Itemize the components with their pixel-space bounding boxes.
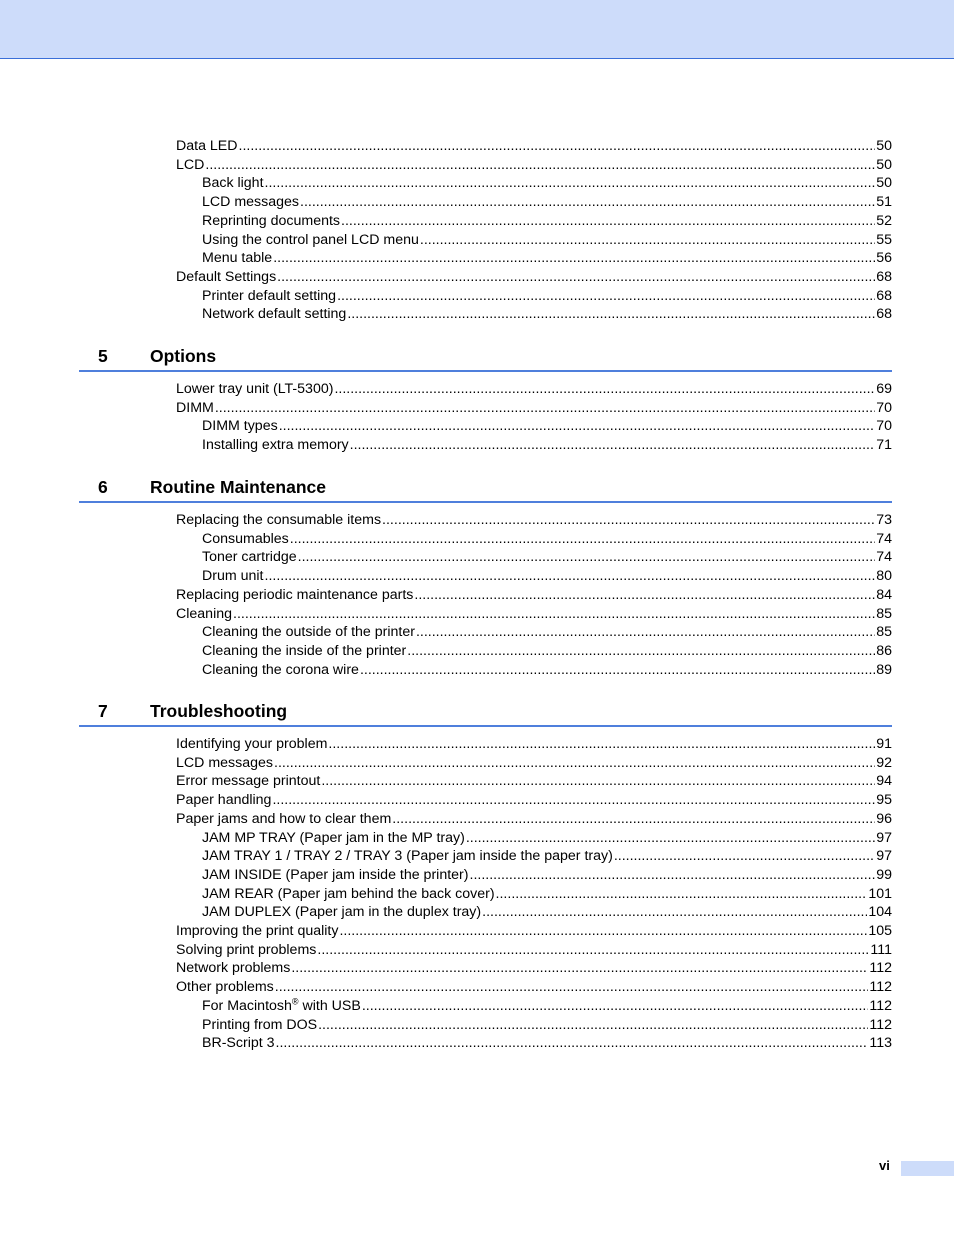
toc-entry-title-text: Network problems xyxy=(176,960,291,977)
toc-entry-title-text: JAM REAR (Paper jam behind the back cover) xyxy=(202,885,495,902)
toc-entry-title xyxy=(176,268,276,287)
toc-entry[interactable] xyxy=(202,661,892,680)
dot-leader xyxy=(334,380,875,399)
toc-entry-title-text: Solving print problems xyxy=(176,941,317,958)
toc-entry-title-text: Using the control panel LCD menu xyxy=(202,231,419,248)
chapter-heading[interactable] xyxy=(79,475,892,503)
toc-entry-page: 112 xyxy=(869,979,892,996)
dot-leader xyxy=(239,137,876,156)
toc-entry-title xyxy=(176,978,274,997)
toc-entry[interactable] xyxy=(202,417,892,436)
toc-entry-title xyxy=(176,810,391,829)
toc-entry-title xyxy=(202,903,481,922)
toc-entry-page: 74 xyxy=(876,549,892,566)
toc-entry-page: 68 xyxy=(876,268,892,285)
toc-entry-page: 71 xyxy=(876,437,892,454)
dot-leader xyxy=(265,174,876,193)
toc-entry[interactable] xyxy=(202,847,892,866)
toc-entry[interactable] xyxy=(176,735,892,754)
toc-entry-page: 101 xyxy=(868,885,892,902)
toc-entry-page: 68 xyxy=(876,287,892,304)
toc-entry-page: 84 xyxy=(876,586,892,603)
dot-leader xyxy=(420,231,875,250)
toc-entry[interactable] xyxy=(202,885,892,904)
registered-mark: ® xyxy=(291,996,299,1007)
toc-entry[interactable] xyxy=(176,754,892,773)
dot-leader xyxy=(318,1016,868,1035)
toc-entry-title-text: DIMM xyxy=(176,399,214,416)
dot-leader xyxy=(350,436,876,455)
toc-entry-title xyxy=(202,1016,317,1035)
toc-entry-page: 104 xyxy=(868,904,892,921)
chapter-title: Options xyxy=(150,346,217,366)
chapter-number: 5 xyxy=(98,346,108,366)
toc-entry[interactable] xyxy=(202,866,892,885)
toc-entry[interactable] xyxy=(176,605,892,624)
toc-entry[interactable] xyxy=(202,212,892,231)
toc-entry-title xyxy=(202,249,272,268)
toc-entry-title-text: Menu table xyxy=(202,250,273,267)
toc-entry[interactable] xyxy=(176,791,892,810)
toc-entry[interactable] xyxy=(176,511,892,530)
toc-entry-page: 95 xyxy=(876,792,892,809)
toc-entry-title-text: Drum unit xyxy=(202,568,264,585)
toc-entry-page: 89 xyxy=(876,661,892,678)
toc-entry-page: 112 xyxy=(869,997,892,1014)
toc-entry[interactable] xyxy=(202,305,892,324)
toc-entry[interactable] xyxy=(202,567,892,586)
toc-entry-title-text: Reprinting documents xyxy=(202,212,341,229)
toc-entry-title xyxy=(202,417,278,436)
toc-entry-title-text: Improving the print quality xyxy=(176,923,339,939)
header-band xyxy=(0,0,954,59)
toc-entry-title xyxy=(202,287,336,306)
dot-leader xyxy=(298,548,876,567)
toc-entry-page: 99 xyxy=(876,866,892,883)
dot-leader xyxy=(290,530,875,549)
toc-entry-title xyxy=(202,866,469,885)
toc-entry[interactable] xyxy=(202,193,892,212)
toc-entry-title xyxy=(202,847,613,866)
toc-entry-page: 85 xyxy=(876,605,892,622)
toc-entry-title xyxy=(202,305,346,324)
toc-entry-title-text: Network default setting xyxy=(202,306,347,323)
dot-leader xyxy=(273,249,875,268)
toc-entry-page: 85 xyxy=(876,624,892,641)
toc-entry[interactable] xyxy=(202,829,892,848)
dot-leader xyxy=(347,305,875,324)
toc-entry-title xyxy=(202,193,299,212)
toc-entry-title xyxy=(202,642,406,661)
toc-entry-title-text: Installing extra memory xyxy=(202,437,349,454)
toc-entry-page: 111 xyxy=(870,941,892,958)
toc-entry[interactable] xyxy=(176,586,892,605)
toc-entry[interactable] xyxy=(176,810,892,829)
dot-leader xyxy=(274,754,875,773)
toc-entry[interactable] xyxy=(202,287,892,306)
toc-entry-title xyxy=(176,959,290,978)
toc-entry[interactable] xyxy=(176,959,892,978)
toc-entry-title-text: Replacing periodic maintenance parts xyxy=(176,586,414,603)
toc-entry[interactable] xyxy=(202,436,892,455)
toc-entry-title xyxy=(202,997,361,1016)
toc-entry[interactable] xyxy=(176,772,892,791)
toc-entry-title-suffix: with USB xyxy=(298,997,361,1014)
toc-entry-title-text: LCD xyxy=(176,156,205,173)
toc-entry-title-text: DIMM types xyxy=(202,418,278,435)
dot-leader xyxy=(360,661,875,680)
dot-leader xyxy=(339,922,867,941)
toc-entry[interactable] xyxy=(176,941,892,960)
toc-entry-title-text: Default Settings xyxy=(176,268,277,285)
toc-entry-title-text: Toner cartridge xyxy=(202,549,297,566)
toc-entry-title xyxy=(202,567,264,586)
dot-leader xyxy=(300,193,875,212)
toc-entry-title-text: Consumables xyxy=(202,530,289,547)
toc-entry-title-text: Paper handling xyxy=(176,792,272,809)
toc-entry[interactable] xyxy=(202,249,892,268)
toc-entry-title xyxy=(176,754,273,773)
toc-entry-title-text: Replacing the consumable items xyxy=(176,512,382,528)
toc-entry-page: 94 xyxy=(876,773,892,790)
toc-entry-page: 112 xyxy=(869,960,892,977)
toc-entry-title xyxy=(202,231,419,250)
toc-entry-title-text: Printer default setting xyxy=(202,287,337,304)
toc-entry[interactable] xyxy=(176,137,892,156)
dot-leader xyxy=(321,772,875,791)
toc-entry-page: 73 xyxy=(876,512,892,528)
toc-entry-title-text: Printing from DOS xyxy=(202,1016,318,1033)
toc-entry[interactable] xyxy=(202,1016,892,1035)
dot-leader xyxy=(272,791,875,810)
chapter-heading[interactable] xyxy=(79,344,892,372)
toc-entry-title-text: Back light xyxy=(202,175,264,192)
toc-entry[interactable] xyxy=(202,997,892,1016)
toc-entry-title xyxy=(202,829,465,848)
chapter-number: 6 xyxy=(98,477,108,497)
dot-leader xyxy=(291,959,868,978)
toc-entry-title-text: JAM DUPLEX (Paper jam in the duplex tray) xyxy=(202,904,482,921)
dot-leader xyxy=(416,623,875,642)
toc-entry-title xyxy=(202,661,359,680)
dot-leader xyxy=(317,941,869,960)
chapter-title: Troubleshooting xyxy=(150,701,288,721)
dot-leader xyxy=(215,399,875,418)
toc-entry[interactable] xyxy=(202,623,892,642)
toc-entry[interactable] xyxy=(176,922,892,941)
toc-entry-title-text: Lower tray unit (LT-5300) xyxy=(176,381,334,397)
toc-entry-page: 50 xyxy=(876,138,892,154)
toc-entry-title xyxy=(202,436,349,455)
toc-entry[interactable] xyxy=(202,903,892,922)
toc-entry-title-text: Data LED xyxy=(176,138,238,154)
toc-entry[interactable] xyxy=(176,380,892,399)
toc-entry-title xyxy=(176,380,333,399)
toc-entry-title-text: For Macintosh xyxy=(202,997,292,1014)
dot-leader xyxy=(614,847,875,866)
toc-entry[interactable] xyxy=(202,1034,892,1053)
toc-entry-page: 74 xyxy=(876,530,892,547)
dot-leader xyxy=(496,885,868,904)
toc-entry-title-text: LCD messages xyxy=(202,194,299,211)
toc-entry[interactable] xyxy=(202,548,892,567)
toc-entry-page: 51 xyxy=(876,194,892,211)
dot-leader xyxy=(482,903,867,922)
toc-entry-page: 96 xyxy=(876,810,892,827)
dot-leader xyxy=(205,156,875,175)
toc-entry-title xyxy=(176,922,338,941)
toc-entry-title-text: Identifying your problem xyxy=(176,736,328,752)
toc-entry[interactable] xyxy=(176,156,892,175)
toc-entry-title xyxy=(202,885,495,904)
chapter-number: 7 xyxy=(98,701,108,721)
toc-entry-title xyxy=(176,735,327,754)
dot-leader xyxy=(328,735,875,754)
toc-entry-page: 69 xyxy=(876,381,892,397)
toc-entry-page: 91 xyxy=(876,736,892,752)
dot-leader xyxy=(341,212,875,231)
page-tab xyxy=(901,1161,954,1176)
toc-entry-page: 97 xyxy=(876,848,892,865)
dot-leader xyxy=(362,997,869,1016)
toc-entry-title xyxy=(176,156,204,175)
dot-leader xyxy=(337,287,875,306)
toc-entry-title xyxy=(202,174,264,193)
toc-entry-title-text: JAM INSIDE (Paper jam inside the printer) xyxy=(202,866,469,883)
toc-entry-title-text: Cleaning the inside of the printer xyxy=(202,642,407,659)
toc-entry-title xyxy=(176,605,232,624)
chapter-title: Routine Maintenance xyxy=(150,477,326,497)
toc-entry-title xyxy=(176,399,214,418)
toc-entry[interactable] xyxy=(202,642,892,661)
toc-entry-page: 113 xyxy=(869,1035,892,1052)
dot-leader xyxy=(470,866,876,885)
toc-entry-page: 97 xyxy=(876,829,892,846)
toc-entry-page: 56 xyxy=(876,250,892,267)
toc-entry-page: 92 xyxy=(876,754,892,771)
toc-entry-title-text: Paper jams and how to clear them xyxy=(176,810,392,827)
toc-entry-title-text: Cleaning the corona wire xyxy=(202,661,359,678)
toc-entry-title-text: Error message printout xyxy=(176,773,321,790)
page-number: vi xyxy=(879,1158,890,1173)
toc-entry-title xyxy=(176,941,316,960)
dot-leader xyxy=(279,417,876,436)
dot-leader xyxy=(407,642,875,661)
toc-entry-title-text: Other problems xyxy=(176,979,274,996)
dot-leader xyxy=(275,978,869,997)
toc-entry[interactable] xyxy=(176,268,892,287)
toc-entry-title-text: BR-Script 3 xyxy=(202,1035,275,1052)
dot-leader xyxy=(466,829,875,848)
toc-entry-title-text: LCD messages xyxy=(176,754,273,771)
toc-entry-title xyxy=(176,137,238,156)
toc-entry-title xyxy=(202,530,289,549)
toc-entry-page: 112 xyxy=(869,1016,892,1033)
toc-entry-title-text: JAM MP TRAY (Paper jam in the MP tray) xyxy=(202,829,465,846)
toc-entry-title-text: JAM TRAY 1 / TRAY 2 / TRAY 3 (Paper jam inside the paper tray) xyxy=(202,848,613,865)
toc-entry[interactable] xyxy=(176,978,892,997)
toc-entry-page: 86 xyxy=(876,642,892,659)
toc-entry-title xyxy=(202,623,415,642)
toc-entry-title-text: Cleaning the outside of the printer xyxy=(202,624,415,641)
toc-entry[interactable] xyxy=(202,530,892,549)
dot-leader xyxy=(382,511,875,530)
toc-entry-page: 70 xyxy=(876,399,892,416)
toc-entry[interactable] xyxy=(202,231,892,250)
chapter-heading[interactable] xyxy=(79,699,892,727)
toc-entry[interactable] xyxy=(176,399,892,418)
toc-entry-title xyxy=(176,511,381,530)
toc-entry-title-text: Cleaning xyxy=(176,605,233,622)
toc-entry-title xyxy=(176,791,271,810)
toc-entry-title xyxy=(176,772,320,791)
toc-entry-page: 50 xyxy=(876,156,892,173)
toc-entry-title xyxy=(176,586,413,605)
toc-entry-page: 105 xyxy=(868,923,892,939)
dot-leader xyxy=(276,1034,869,1053)
toc-entry-title xyxy=(202,1034,275,1053)
dot-leader xyxy=(265,567,876,586)
toc-entry[interactable] xyxy=(202,174,892,193)
toc-entry-page: 80 xyxy=(876,568,892,585)
toc-entry-page: 70 xyxy=(876,418,892,435)
toc-entry-page: 52 xyxy=(876,212,892,229)
dot-leader xyxy=(277,268,875,287)
dot-leader xyxy=(414,586,875,605)
dot-leader xyxy=(233,605,875,624)
toc-entry-page: 50 xyxy=(876,175,892,192)
toc-entry-title xyxy=(202,212,340,231)
toc-entry-page: 55 xyxy=(876,231,892,248)
toc-entry-title xyxy=(202,548,297,567)
toc-entry-page: 68 xyxy=(876,306,892,323)
dot-leader xyxy=(392,810,875,829)
